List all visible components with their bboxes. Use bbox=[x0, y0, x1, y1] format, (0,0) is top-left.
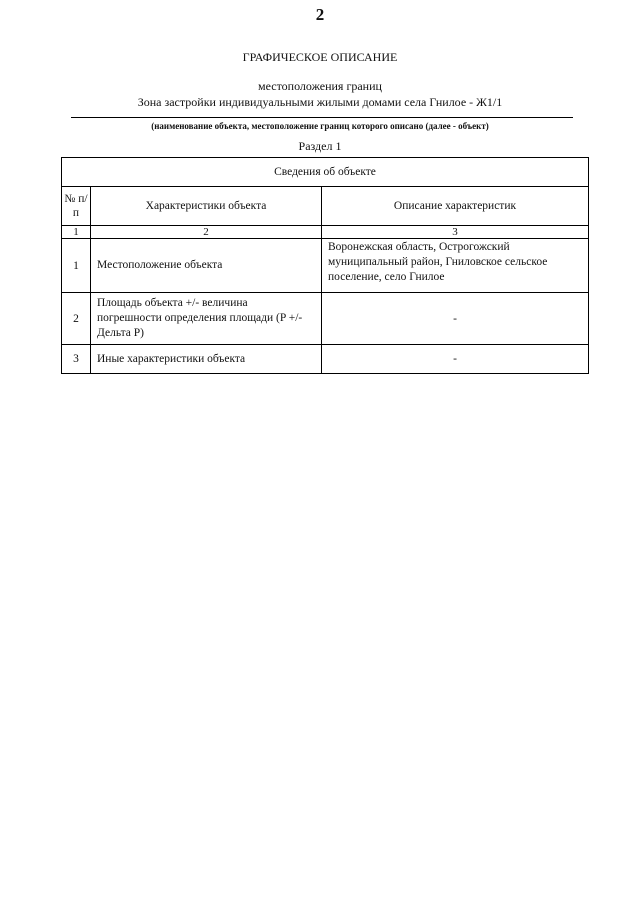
column-number-2: 2 bbox=[91, 226, 322, 239]
row-description: - bbox=[322, 293, 589, 345]
column-header-description: Описание характеристик bbox=[322, 187, 589, 226]
row-description: Воронежская область, Острогожский муниципальный район, Гниловское сельское поселение, село Гнилое bbox=[322, 239, 589, 293]
column-header-characteristic: Характеристики объекта bbox=[91, 187, 322, 226]
column-numbers-row bbox=[62, 226, 589, 239]
row-number: 3 bbox=[62, 345, 91, 374]
row-description: - bbox=[322, 345, 589, 374]
table-row bbox=[62, 239, 589, 293]
column-header-number: № п/п bbox=[62, 187, 91, 226]
column-number-3: 3 bbox=[322, 226, 589, 239]
table-row bbox=[62, 293, 589, 345]
row-number: 1 bbox=[62, 239, 91, 293]
row-characteristic: Иные характеристики объекта bbox=[91, 345, 322, 374]
page-number: 2 bbox=[315, 5, 325, 24]
row-characteristic: Площадь объекта +/- величина погрешности определения площади (P +/- Дельта P) bbox=[91, 293, 322, 345]
section-title: Раздел 1 bbox=[298, 139, 342, 153]
document-title: ГРАФИЧЕСКОЕ ОПИСАНИЕ bbox=[242, 50, 398, 64]
row-characteristic: Местоположение объекта bbox=[91, 239, 322, 293]
column-number-1: 1 bbox=[62, 226, 91, 239]
object-name-underline bbox=[71, 117, 573, 118]
table-row bbox=[62, 345, 589, 374]
table-header: Сведения об объекте bbox=[62, 158, 589, 187]
object-info-table bbox=[61, 157, 589, 374]
object-name: Зона застройки индивидуальными жилыми домами села Гнилое - Ж1/1 bbox=[137, 95, 503, 109]
column-headers-row bbox=[62, 187, 589, 226]
table-header-row bbox=[62, 158, 589, 187]
object-name-caption: (наименование объекта, местоположение границ которого описано (далее - объект) bbox=[151, 121, 489, 131]
row-number: 2 bbox=[62, 293, 91, 345]
document-subtitle: местоположения границ bbox=[258, 79, 382, 93]
